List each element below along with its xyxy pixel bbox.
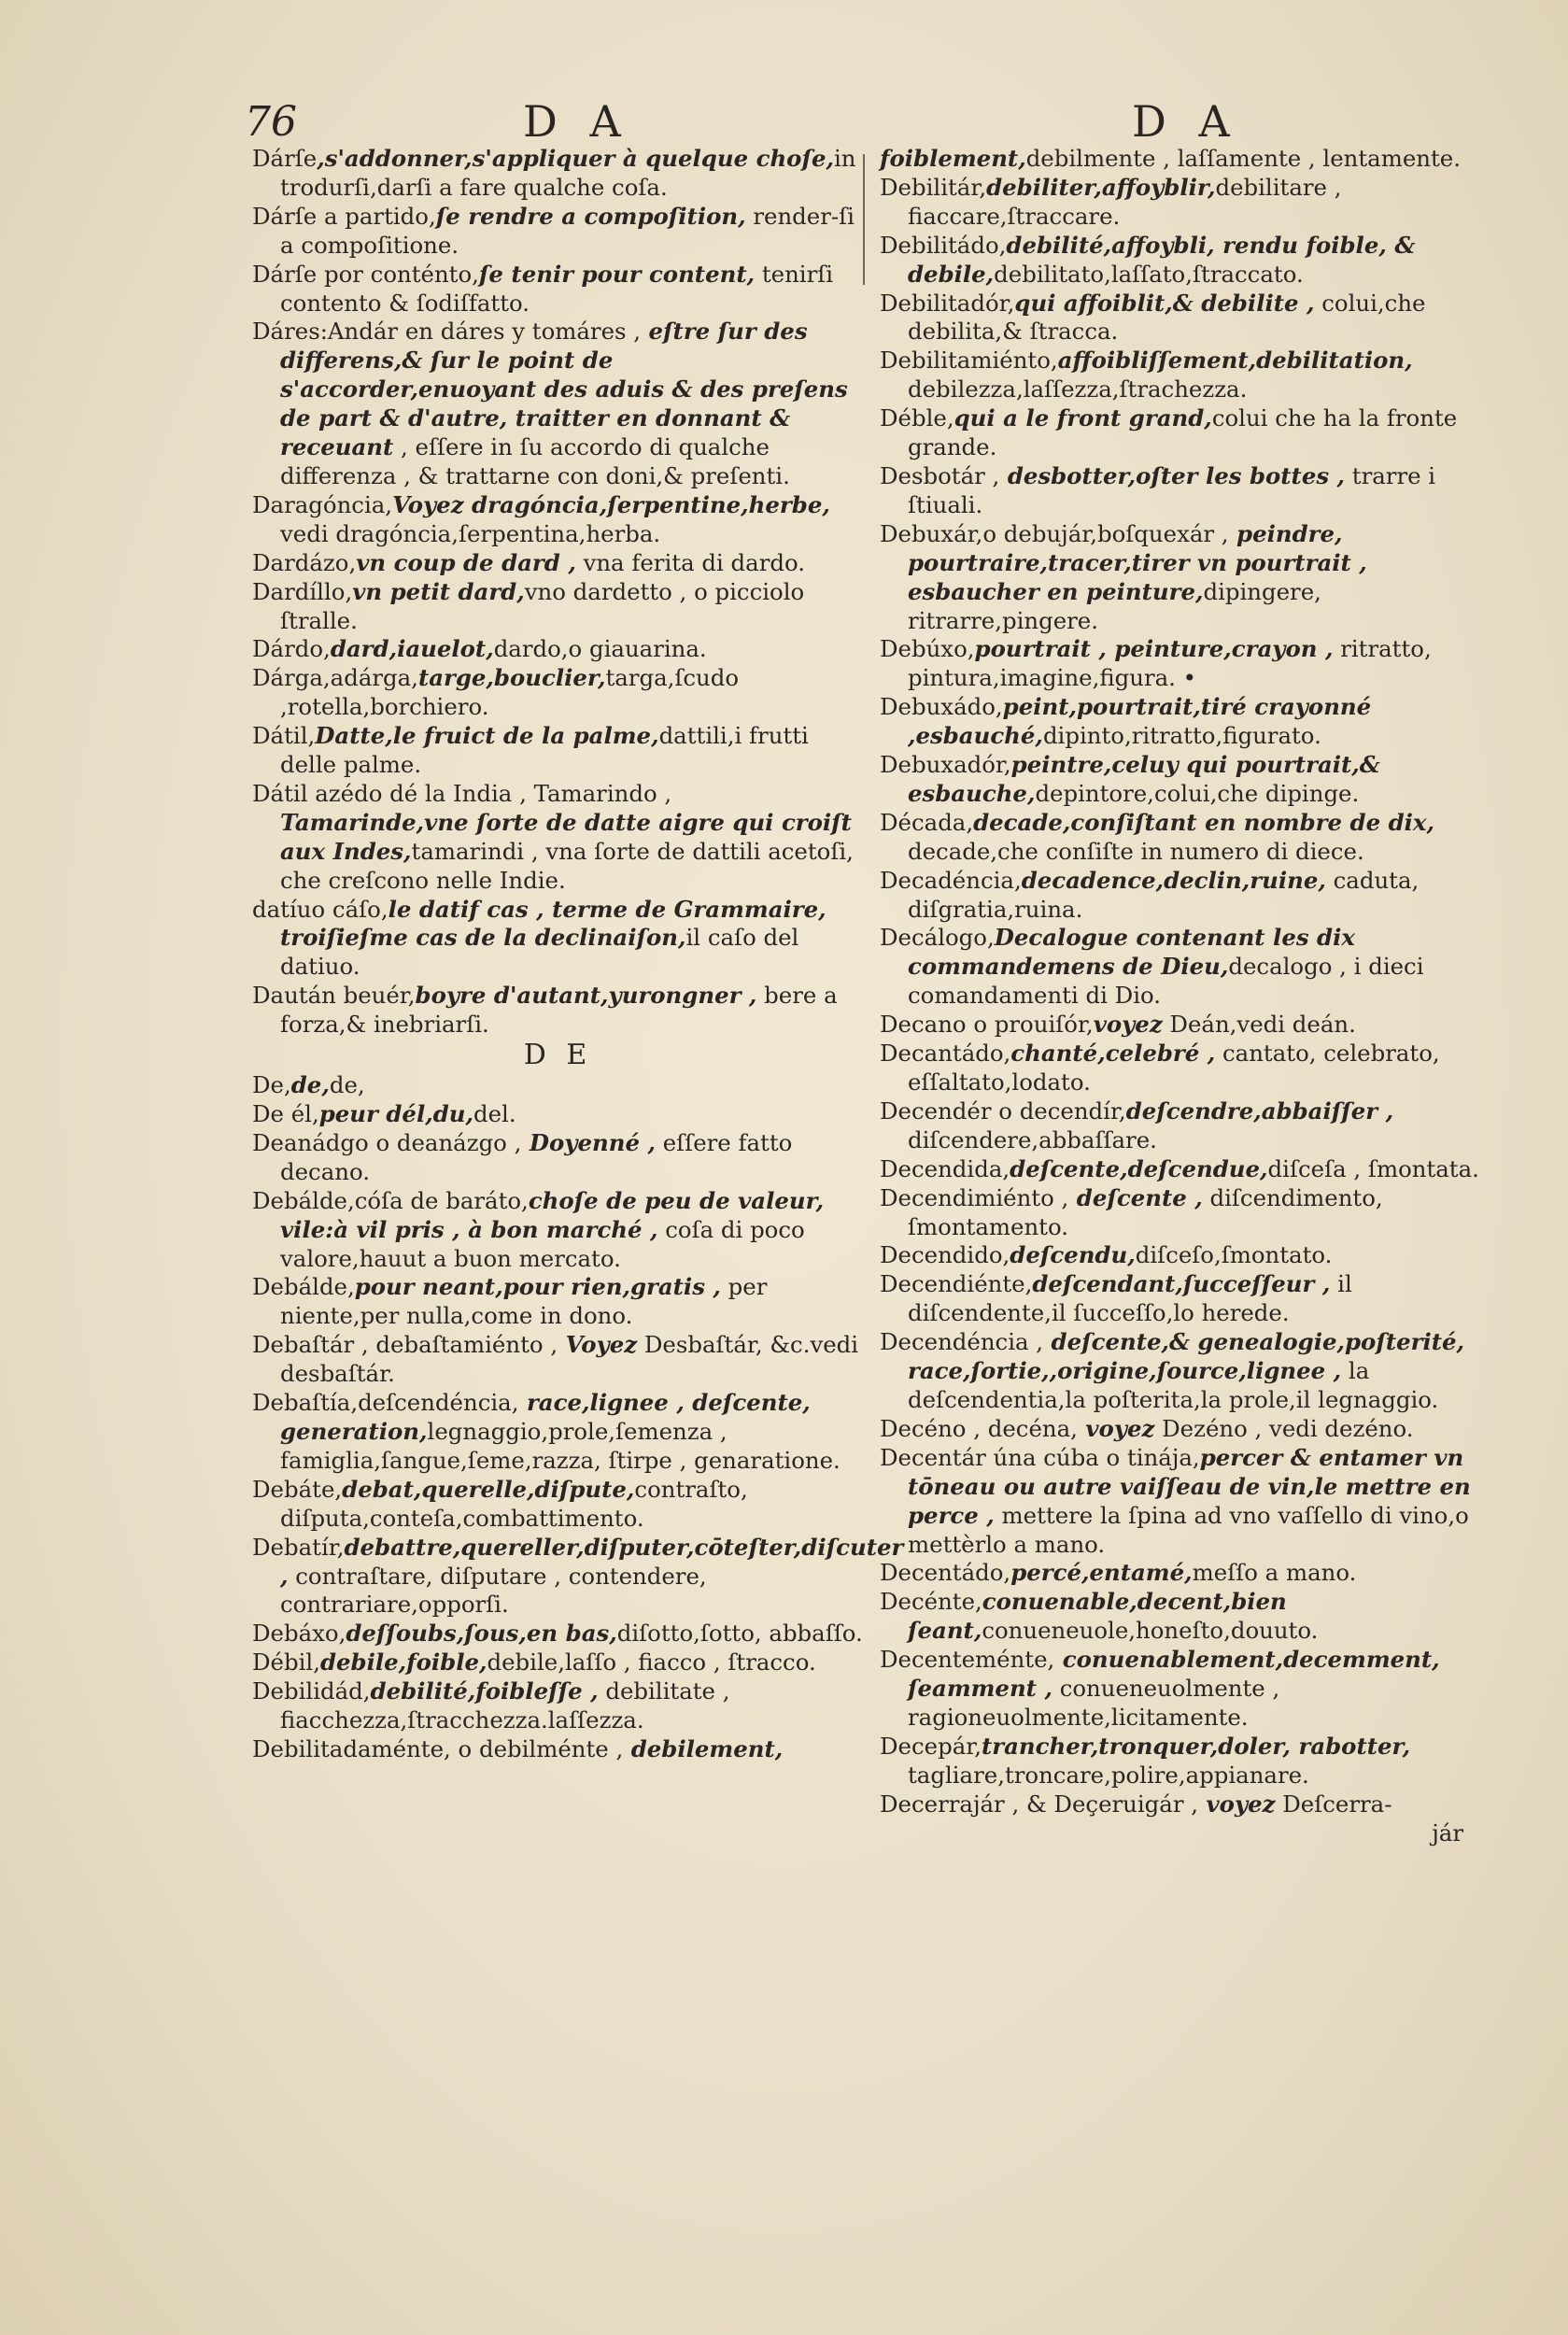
entry-french: Doyenné , bbox=[521, 1128, 656, 1156]
entry-headword: Debilitamiénto, bbox=[880, 347, 1058, 375]
dictionary-entry bbox=[252, 1389, 864, 1476]
entry-italian: dipinto,ritratto,figurato. bbox=[1042, 722, 1321, 750]
dictionary-entry bbox=[880, 1790, 1491, 1819]
dictionary-entry bbox=[880, 1184, 1491, 1242]
entry-headword: Dárſe por conténto, bbox=[252, 260, 479, 288]
entry-headword: Debálde, bbox=[252, 1273, 355, 1301]
entry-french: peindre, pourtraire,tracer,tirer vn pourtrait , esbaucher en peinture, bbox=[908, 519, 1367, 605]
entry-italian: diſceſo,ſmontato. bbox=[1135, 1241, 1333, 1269]
dictionary-entry bbox=[252, 1649, 864, 1677]
entry-headword: Debaſtár , debaſtamiénto , bbox=[252, 1331, 558, 1359]
entry-italian: Dezéno , vedi dezéno. bbox=[1154, 1414, 1414, 1442]
entry-headword: Dátil azédo dé la India , Tamarindo , bbox=[252, 779, 672, 807]
entry-french: deſſoubs,ſous,en bas, bbox=[346, 1620, 617, 1648]
entry-italian: vedi dragóncia,ſerpentina,herba. bbox=[280, 519, 661, 547]
entry-french: foiblement, bbox=[880, 145, 1026, 172]
entry-french: ſe tenir pour content, bbox=[478, 260, 756, 288]
entry-headword: Debilitádo, bbox=[880, 231, 1007, 259]
entry-italian: targa,ſcudo ,rotella,borchiero. bbox=[280, 664, 740, 721]
entry-italian: colui che ha la fronte grande. bbox=[908, 404, 1458, 461]
dictionary-entry bbox=[252, 145, 864, 203]
entry-italian: tenirſi contento & ſodiſfatto. bbox=[280, 260, 834, 317]
entry-headword: Decendér o decendír, bbox=[880, 1097, 1126, 1125]
entry-french: targe,bouclier, bbox=[417, 664, 606, 692]
entry-headword: Dárſe a partido, bbox=[252, 202, 436, 230]
dictionary-entry bbox=[252, 578, 864, 636]
entry-italian: colui,che debilita,& ſtracca. bbox=[908, 289, 1426, 346]
entry-french: vn coup de dard , bbox=[356, 548, 576, 576]
entry-french: affoibliſſement,debilitation, bbox=[1057, 347, 1413, 375]
dictionary-entry bbox=[252, 635, 864, 664]
entry-french: pourtrait , peinture,crayon , bbox=[974, 635, 1334, 663]
entry-italian: debilezza,laſſezza,ſtrachezza. bbox=[908, 375, 1248, 403]
entry-french: peintre,celuy qui pourtrait,& esbauche, bbox=[908, 751, 1380, 807]
entry-french: deſcendu, bbox=[1010, 1241, 1136, 1269]
entry-italian: debile,laſſo , fiacco , ſtracco. bbox=[487, 1649, 816, 1677]
entry-headword: Decénte, bbox=[880, 1588, 982, 1616]
entry-italian: , eſſere in ſu accordo di qualche differenza , & trattarne con doni,& preſenti. bbox=[280, 433, 790, 489]
dictionary-entry bbox=[880, 462, 1491, 520]
entry-headword: Debilidád, bbox=[252, 1677, 371, 1705]
dictionary-entry bbox=[880, 1588, 1491, 1646]
entry-headword: Dárſe bbox=[252, 145, 318, 172]
dictionary-entry bbox=[252, 1331, 864, 1389]
entry-french: deſcendre,abbaiſſer , bbox=[1125, 1097, 1394, 1125]
entry-french: Tamarinde,vne ſorte de datte aigre qui croiſt aux Indes, bbox=[280, 808, 852, 865]
entry-italian: tamarindi , vna ſorte de dattili acetoſi, che creſcono nelle Indie. bbox=[280, 837, 854, 894]
left-column bbox=[252, 145, 904, 1764]
section-heading: D E bbox=[523, 1039, 593, 1072]
entry-french: ,s'addonner,s'appliquer à quelque choſe, bbox=[317, 145, 834, 172]
entry-french: dard,iauelot, bbox=[330, 635, 494, 663]
entry-french: debiliter,affoyblir, bbox=[986, 173, 1216, 201]
entry-french: debilement, bbox=[623, 1734, 784, 1762]
dictionary-entry bbox=[252, 1273, 864, 1331]
entry-italian: Deán,vedi deán. bbox=[1162, 1011, 1356, 1039]
dictionary-entry bbox=[252, 664, 864, 722]
entry-french: desbotter,oſter les bottes , bbox=[999, 461, 1346, 489]
dictionary-entry bbox=[880, 232, 1491, 290]
entry-french: percé,entamé, bbox=[1010, 1559, 1193, 1587]
entry-french: debile,foible, bbox=[319, 1649, 487, 1677]
dictionary-entry bbox=[252, 780, 864, 896]
dictionary-entry bbox=[880, 1270, 1491, 1328]
entry-french: debattre,quereller,diſputer,cōteſter,diſcuter , bbox=[280, 1533, 904, 1590]
entry-french: pour neant,pour rien,gratis , bbox=[354, 1273, 721, 1301]
entry-headword: datíuo cáſo, bbox=[252, 895, 388, 923]
entry-headword: Dardázo, bbox=[252, 548, 357, 576]
entry-italian: contraſto, diſputa,conteſa,combattimento. bbox=[280, 1475, 748, 1532]
dictionary-entry bbox=[880, 290, 1491, 347]
entry-italian: render-ſi a compoſitione. bbox=[280, 202, 855, 259]
entry-italian: cantato, celebrato, eſſaltato,lodato. bbox=[908, 1040, 1440, 1096]
entry-french: vn petit dard, bbox=[352, 577, 525, 605]
left-entries-b bbox=[252, 1071, 904, 1764]
dictionary-entry bbox=[252, 1735, 864, 1764]
entry-french: deſcendant,ſucceſſeur , bbox=[1032, 1270, 1331, 1298]
entry-headword: Decendéncia , bbox=[880, 1328, 1044, 1356]
dictionary-entry bbox=[880, 1155, 1491, 1184]
entry-italian: contraſtare, diſputare , contendere, contrariare,opporſi. bbox=[280, 1562, 707, 1619]
entry-french: voyez bbox=[1093, 1011, 1163, 1039]
dictionary-entry bbox=[880, 1444, 1491, 1560]
dictionary-entry bbox=[252, 1533, 904, 1620]
dictionary-entry bbox=[880, 1559, 1491, 1588]
entry-french: deſcente,& genealogie,poſterité, race,ſortie,,origine,ſource,lignee , bbox=[908, 1328, 1464, 1385]
dictionary-entry bbox=[252, 203, 864, 261]
entry-italian: caduta, diſgratia,ruina. bbox=[908, 866, 1420, 923]
entry-headword: Decepár, bbox=[880, 1732, 982, 1760]
entry-italian: la deſcendentia,la poſterita,la prole,il legnaggio. bbox=[908, 1357, 1439, 1413]
dictionary-entry bbox=[880, 1646, 1491, 1733]
entry-italian: il caſo del datiuo. bbox=[280, 924, 799, 981]
entry-headword: Dárdo, bbox=[252, 635, 331, 663]
entry-headword: Desbotár , bbox=[880, 461, 1000, 489]
dictionary-entry bbox=[880, 1011, 1491, 1040]
entry-french: race,lignee , deſcente, generation, bbox=[280, 1389, 811, 1445]
entry-italian: meſſo a mano. bbox=[1192, 1559, 1357, 1587]
entry-headword: Decentár úna cúba o tinája, bbox=[880, 1443, 1200, 1471]
dictionary-entry bbox=[880, 1415, 1491, 1444]
entry-headword: Debáxo, bbox=[252, 1620, 346, 1648]
entry-headword: Dátil, bbox=[252, 722, 316, 750]
entry-french: Datte,le fruict de la palme, bbox=[315, 722, 659, 750]
entry-headword: Debúxo, bbox=[880, 635, 975, 663]
entry-french: debat,querelle,diſpute, bbox=[342, 1475, 635, 1503]
entry-headword: Decerrajár , & Deçeruigár , bbox=[880, 1790, 1199, 1818]
dictionary-entry bbox=[880, 635, 1491, 693]
entry-italian: diſcendimento, ſmontamento. bbox=[908, 1183, 1383, 1240]
entry-headword: Decentádo, bbox=[880, 1559, 1011, 1587]
entry-italian: legnaggio,prole,ſemenza , famiglia,ſangue,ſeme,razza, ſtirpe , genaratione. bbox=[280, 1417, 841, 1474]
dictionary-entry bbox=[880, 809, 1491, 867]
entry-italian: vno dardetto , o picciolo ſtralle. bbox=[280, 577, 805, 634]
entry-french: voyez bbox=[1077, 1414, 1155, 1442]
entry-headword: Debuxár,o debujár,boſquexár , bbox=[880, 519, 1229, 547]
entry-french: Decalogue contenant les dix commandemens de Dieu, bbox=[908, 924, 1355, 981]
dictionary-entry bbox=[880, 404, 1491, 462]
entry-headword: Debilitár, bbox=[880, 173, 987, 201]
entry-headword: Decendido, bbox=[880, 1241, 1010, 1269]
entry-italian: de, bbox=[329, 1071, 365, 1099]
entry-french: deſcente , bbox=[1068, 1183, 1203, 1211]
entry-french: choſe de peu de valeur, vile:à vil pris , à bon marché , bbox=[280, 1186, 825, 1243]
entry-italian: dardo,o giauarina. bbox=[493, 635, 707, 663]
entry-headword: Decendida, bbox=[880, 1154, 1010, 1182]
entry-french: decadence,declin,ruine, bbox=[1021, 866, 1326, 894]
entry-headword: Decálogo, bbox=[880, 924, 995, 952]
entry-headword: Dáres:Andár en dáres y tomáres , bbox=[252, 318, 642, 346]
dictionary-entry bbox=[252, 1187, 864, 1274]
dictionary-entry bbox=[880, 1241, 1491, 1270]
dictionary-entry bbox=[252, 1129, 864, 1187]
dictionary-entry bbox=[880, 1733, 1491, 1790]
page-number: 76 bbox=[245, 98, 297, 146]
entry-headword: Decantádo, bbox=[880, 1040, 1011, 1068]
entry-headword: Debuxádo, bbox=[880, 693, 1003, 721]
entry-headword: Debáte, bbox=[252, 1475, 343, 1503]
right-column bbox=[880, 145, 1491, 1847]
entry-french: deſcente,deſcendue, bbox=[1010, 1154, 1268, 1182]
dictionary-entry bbox=[880, 174, 1491, 232]
entry-headword: Debuxadór, bbox=[880, 751, 1011, 779]
dictionary-entry bbox=[880, 867, 1491, 925]
entry-french: qui affoiblit,& debilite , bbox=[1014, 289, 1315, 317]
entry-italian: decalogo , i dieci comandamenti di Dio. bbox=[908, 953, 1424, 1010]
catchword: jár bbox=[1432, 1818, 1463, 1847]
dictionary-entry bbox=[880, 751, 1491, 809]
dictionary-entry bbox=[252, 1677, 864, 1735]
entry-italian: il diſcendente,il ſucceſſo,lo herede. bbox=[908, 1270, 1352, 1327]
entry-italian: bere a forza,& inebriarſi. bbox=[280, 982, 838, 1039]
entry-italian: ritratto, pintura,imagine,figura. • bbox=[908, 635, 1432, 692]
entry-french: conuenablement,decemment, ſeamment , bbox=[908, 1646, 1440, 1703]
dictionary-entry bbox=[880, 1328, 1491, 1415]
entry-italian: dipingere, ritrarre,pingere. bbox=[908, 577, 1321, 634]
dictionary-entry bbox=[252, 896, 864, 983]
entry-headword: Decadéncia, bbox=[880, 866, 1022, 894]
entry-headword: Decano o prouiſór, bbox=[880, 1011, 1094, 1039]
entry-italian: dattili,i frutti delle palme. bbox=[280, 722, 809, 779]
entry-italian: del. bbox=[473, 1100, 516, 1127]
dictionary-entry bbox=[252, 1620, 864, 1649]
entry-french: debilité,affoybli, rendu foible, & debile, bbox=[908, 231, 1416, 288]
dictionary-entry bbox=[252, 1071, 864, 1100]
entry-headword: Deanádgo o deanázgo , bbox=[252, 1128, 522, 1156]
dictionary-entry bbox=[880, 347, 1491, 404]
dictionary-entry bbox=[880, 1097, 1491, 1155]
entry-headword: Débil, bbox=[252, 1649, 320, 1677]
dictionary-entry bbox=[252, 982, 864, 1040]
entry-italian: debilmente , laſſamente , lentamente. bbox=[1025, 145, 1461, 172]
entry-italian: Deſcerra- bbox=[1275, 1790, 1392, 1818]
dictionary-entry bbox=[252, 261, 864, 318]
entry-headword: Dárga,adárga, bbox=[252, 664, 418, 692]
entry-french: decade,conſiſtant en nombre de dix, bbox=[973, 808, 1434, 836]
entry-italian: depintore,colui,che dipinge. bbox=[1035, 779, 1360, 807]
entry-french: chanté,celebré , bbox=[1010, 1040, 1216, 1068]
dictionary-entry bbox=[880, 145, 1491, 174]
entry-italian: vna ferita di dardo. bbox=[575, 548, 805, 576]
entry-italian: per niente,per nulla,come in dono. bbox=[280, 1273, 768, 1330]
entry-headword: Decendimiénto , bbox=[880, 1183, 1069, 1211]
entry-headword: Debilitadaménte, o debilménte , bbox=[252, 1734, 624, 1762]
entry-french: trancher,tronquer,doler, rabotter, bbox=[981, 1732, 1411, 1760]
entry-italian: coſa di poco valore,hauut a buon mercato. bbox=[280, 1215, 805, 1272]
entry-french: de, bbox=[290, 1071, 330, 1099]
entry-french: percer & entamer vn tōneau ou autre vaiſſeau de vin,le mettre en perce , bbox=[908, 1443, 1471, 1529]
entry-headword: De, bbox=[252, 1071, 291, 1099]
dictionary-entry bbox=[252, 549, 864, 578]
dictionary-entry bbox=[252, 1100, 864, 1129]
entry-headword: Debatír, bbox=[252, 1533, 345, 1561]
entry-french: peint,pourtrait,tiré crayonné ,esbauché, bbox=[908, 693, 1372, 750]
entry-italian: conueneuolmente , ragioneuolmente,licitamente. bbox=[908, 1675, 1280, 1731]
entry-headword: Daután beuér, bbox=[252, 982, 416, 1010]
entry-italian: debilitato,laſſato,ſtraccato. bbox=[994, 260, 1304, 288]
entry-italian: diſotto,ſotto, abbaſſo. bbox=[616, 1620, 863, 1648]
dictionary-entry bbox=[880, 520, 1491, 636]
entry-french: eſtre ſur des differens,& ſur le point de s'accorder,enuoyant des aduis & des preſens de part & d'autre, traitter en donnant & receuant bbox=[280, 318, 848, 461]
entry-italian: debilitare , fiaccare,ſtraccare. bbox=[908, 173, 1342, 230]
entry-italian: tagliare,troncare,polire,appianare. bbox=[908, 1761, 1309, 1789]
entry-french: ſe rendre a compoſition, bbox=[435, 202, 746, 230]
entry-french: Voyez bbox=[558, 1331, 638, 1359]
left-running-head: D A bbox=[523, 96, 630, 147]
entry-french: voyez bbox=[1198, 1790, 1276, 1818]
entry-headword: Dardíllo, bbox=[252, 577, 353, 605]
entry-headword: Déble, bbox=[880, 404, 954, 432]
entry-italian: debilitate , fiacchezza,ſtracchezza.laſſezza. bbox=[280, 1677, 730, 1734]
entry-headword: Debálde,cóſa de baráto, bbox=[252, 1186, 529, 1214]
entry-french: conuenable,decent,bien ſeant, bbox=[908, 1588, 1287, 1645]
entry-french: debilité,foibleſſe , bbox=[370, 1677, 599, 1705]
dictionary-entry bbox=[880, 1040, 1491, 1097]
entry-french: peur dél,du, bbox=[318, 1100, 473, 1127]
entry-french: qui a le front grand, bbox=[954, 404, 1212, 432]
right-running-head: D A bbox=[1132, 96, 1239, 147]
entry-headword: Decéno , decéna, bbox=[880, 1414, 1078, 1442]
entry-headword: Daragóncia, bbox=[252, 490, 393, 518]
entry-italian: eſſere fatto decano. bbox=[280, 1128, 793, 1185]
dictionary-entry bbox=[880, 924, 1491, 1011]
dictionary-entry bbox=[252, 491, 864, 549]
dictionary-entry bbox=[252, 318, 864, 490]
right-entries bbox=[880, 145, 1491, 1819]
entry-headword: Decenteménte, bbox=[880, 1646, 1055, 1674]
dictionary-entry bbox=[880, 693, 1491, 751]
entry-italian: mettere la ſpina ad vno vaſſello di vino,o mettèrlo a mano. bbox=[908, 1501, 1469, 1558]
entry-headword: Debaſtía,deſcendéncia, bbox=[252, 1389, 519, 1417]
entry-italian: diſceſa , ſmontata. bbox=[1267, 1154, 1479, 1182]
dictionary-entry bbox=[252, 722, 864, 780]
dictionary-entry bbox=[252, 1476, 864, 1534]
left-entries-a bbox=[252, 145, 864, 1040]
entry-italian: conueneuole,honeſto,douuto. bbox=[982, 1617, 1319, 1645]
entry-french: Voyez dragóncia,ſerpentine,herbe, bbox=[392, 490, 830, 518]
entry-italian: Desbaſtár, &c.vedi desbaſtár. bbox=[280, 1331, 859, 1388]
entry-headword: De él, bbox=[252, 1100, 319, 1127]
entry-headword: Década, bbox=[880, 808, 974, 836]
entry-headword: Decendiénte, bbox=[880, 1270, 1033, 1298]
entry-french: le datif cas , terme de Grammaire, troiſieſme cas de la declinaiſon, bbox=[280, 895, 826, 952]
entry-italian: trarre i ſtiuali. bbox=[908, 461, 1436, 518]
entry-italian: in trodurſi,darſi a fare qualche coſa. bbox=[280, 145, 856, 201]
entry-french: boyre d'autant,yurongner , bbox=[415, 982, 757, 1010]
entry-italian: decade,che conſiſte in numero di diece. bbox=[908, 837, 1364, 865]
entry-italian: diſcendere,abbaſſare. bbox=[908, 1125, 1157, 1153]
entry-headword: Debilitadór, bbox=[880, 289, 1015, 317]
